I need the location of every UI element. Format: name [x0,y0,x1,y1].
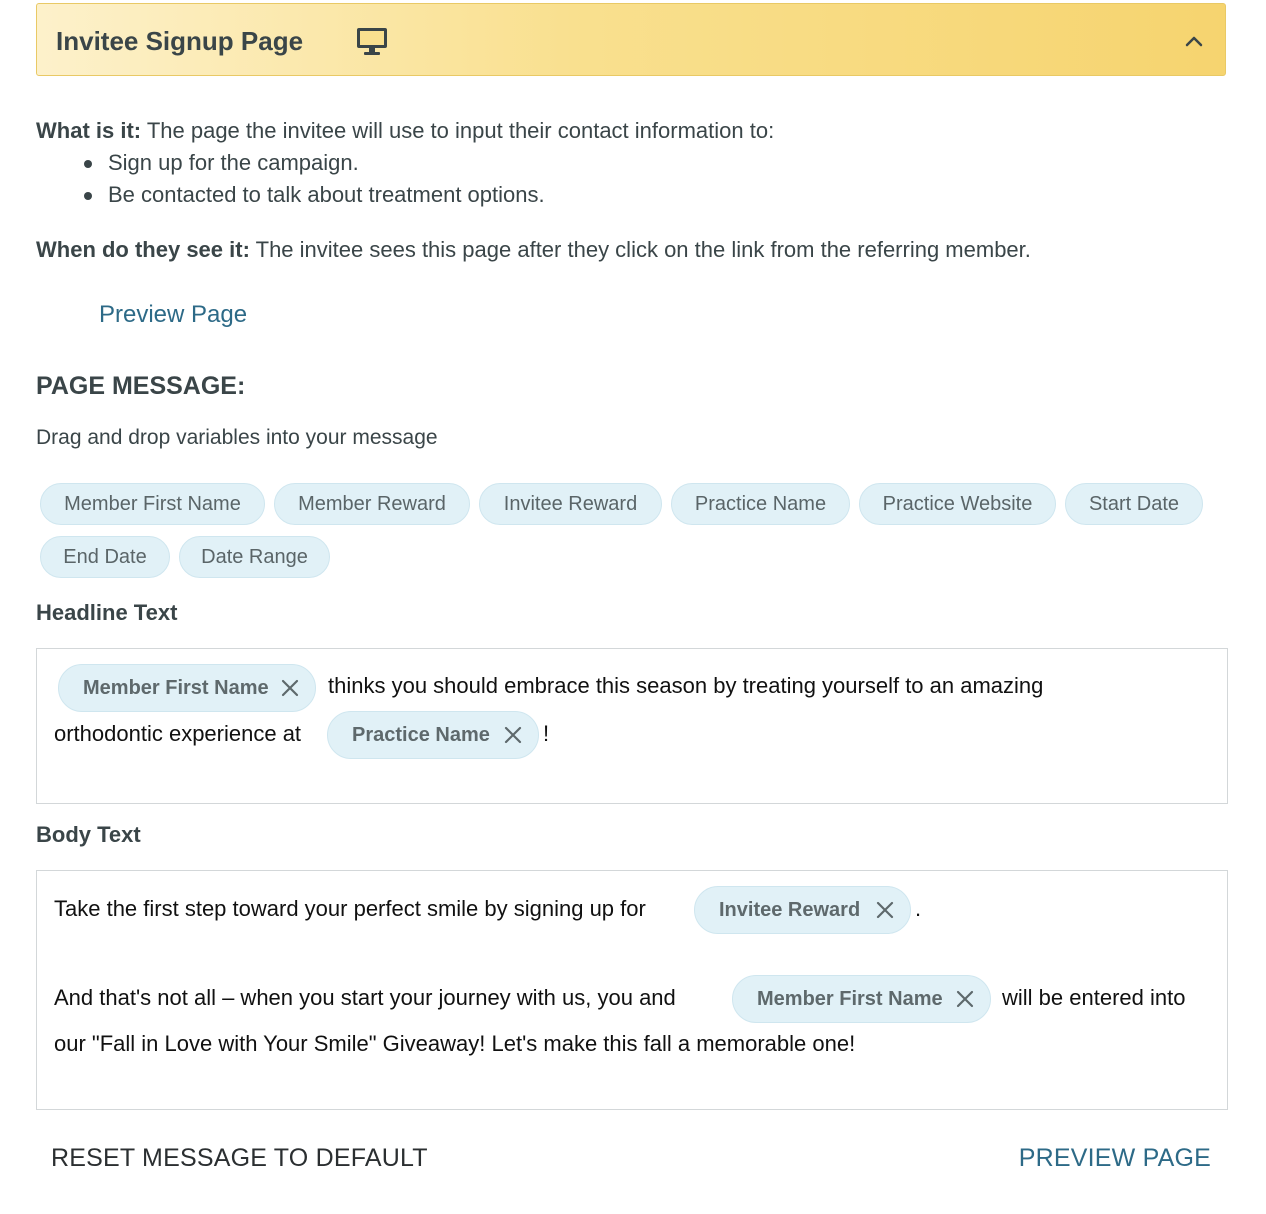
headline-text-end: ! [543,721,550,746]
remove-tag-icon[interactable] [504,726,522,744]
variable-chip-end-date[interactable]: End Date [40,536,170,578]
tag-label: Invitee Reward [719,899,861,921]
visibility-description [36,234,1031,266]
tag-label: Practice Name [352,724,490,746]
variable-chip-member-first-name[interactable]: Member First Name [40,483,265,525]
when-label: When do they see it: [36,237,250,262]
variable-chip-date-range[interactable]: Date Range [179,536,330,578]
tag-label: Member First Name [757,988,943,1010]
headline-label: Headline Text [36,600,178,625]
remove-tag-icon[interactable] [281,679,299,697]
remove-tag-icon[interactable] [956,990,974,1008]
when-text: The invitee sees this page after they click on the link from the referring member. [249,237,1031,262]
tag-label: Member First Name [83,677,269,699]
chevron-up-icon[interactable] [1183,31,1205,51]
section-title: Invitee Signup Page [56,26,304,56]
headline-editor[interactable] [36,648,1228,804]
headline-tag-practice-name[interactable] [327,711,539,759]
variable-chip-practice-website[interactable]: Practice Website [859,483,1056,525]
body-text-2: And that's not all – when you start your journey with us, you and [54,985,676,1010]
body-text-1: Take the first step toward your perfect smile by signing up for [54,896,646,921]
preview-page-button[interactable]: PREVIEW PAGE [1018,1144,1211,1172]
bullet-list [36,147,1226,211]
drag-drop-helper: Drag and drop variables into your message [36,426,438,449]
body-text-1-end: . [915,896,922,921]
body-label: Body Text [36,822,141,847]
list-item: Be contacted to talk about treatment options. [108,179,1226,211]
variable-chip-start-date[interactable]: Start Date [1065,483,1203,525]
page-message-title: PAGE MESSAGE: [36,372,246,400]
body-tag-invitee-reward[interactable] [694,886,911,934]
remove-tag-icon[interactable] [876,901,894,919]
what-text: The page the invitee will use to input their contact information to: [141,118,775,143]
headline-tag-member-first-name[interactable] [58,664,316,712]
headline-text-2: orthodontic experience at [54,721,302,746]
variable-chip-practice-name[interactable]: Practice Name [671,483,850,525]
reset-message-button[interactable]: RESET MESSAGE TO DEFAULT [51,1144,428,1172]
variable-chip-invitee-reward[interactable]: Invitee Reward [479,483,662,525]
list-item: Sign up for the campaign. [108,147,1226,179]
section-header[interactable] [36,3,1226,76]
description [36,115,1226,211]
headline-text-1: thinks you should embrace this season by treating yourself to an amazing [328,673,1044,698]
variable-chip-member-reward[interactable]: Member Reward [274,483,470,525]
body-text-3: our "Fall in Love with Your Smile" Giveaway! Let's make this fall a memorable one! [54,1031,856,1056]
what-label: What is it: [36,118,142,143]
body-editor[interactable] [36,870,1228,1110]
body-tag-member-first-name[interactable] [732,975,991,1023]
desktop-monitor-icon [355,25,389,57]
body-text-2-after: will be entered into [1002,985,1186,1010]
preview-page-link[interactable]: Preview Page [99,301,248,328]
